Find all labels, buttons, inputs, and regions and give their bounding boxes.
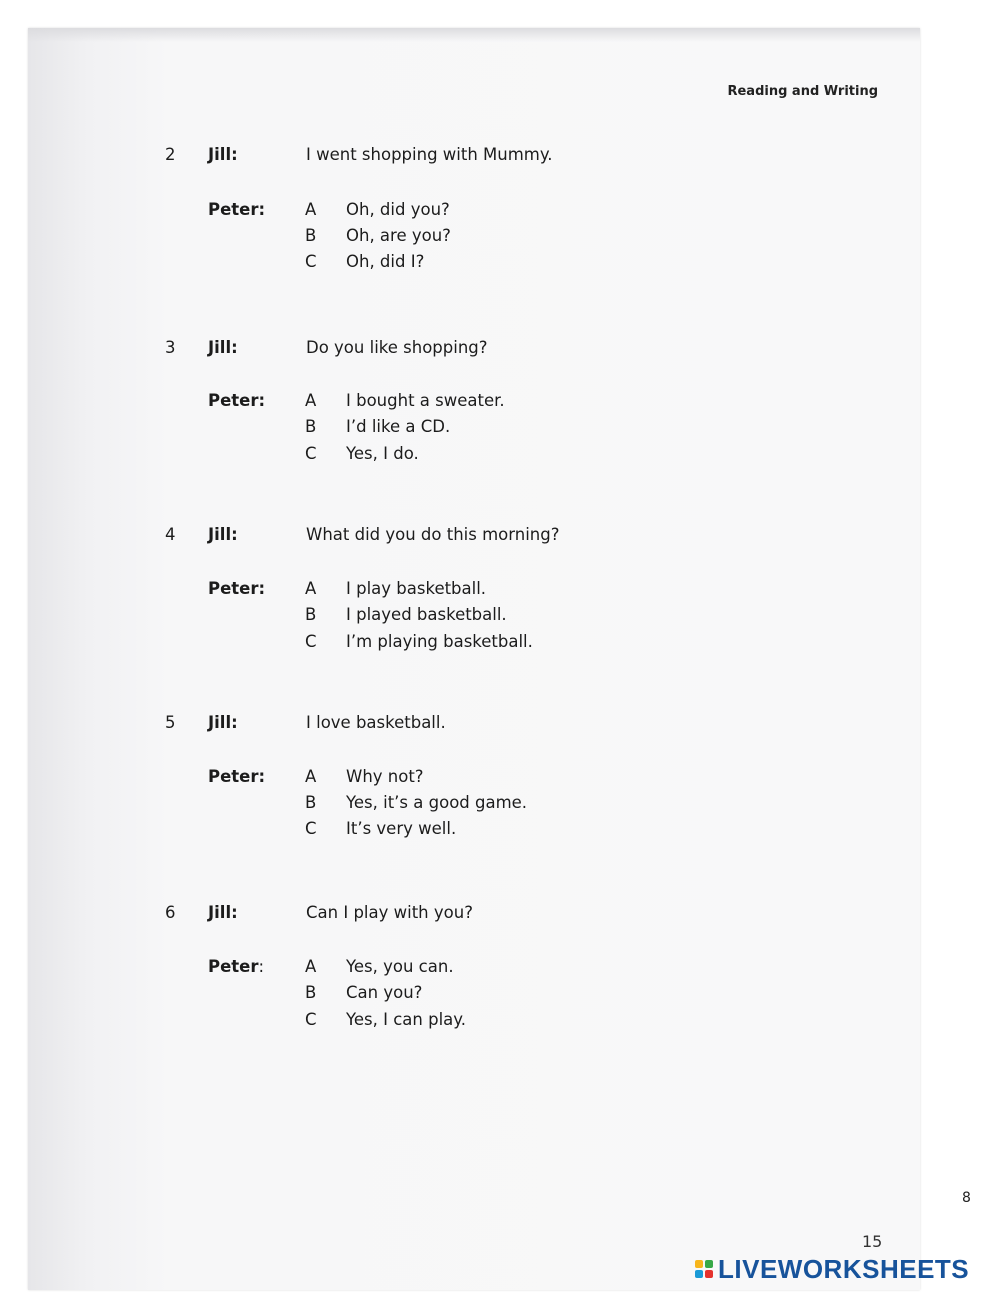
option-letter-c: C xyxy=(305,819,317,838)
option-letter-a: A xyxy=(305,200,317,219)
scan-shadow xyxy=(28,28,920,42)
answer-speaker: Peter: xyxy=(208,579,266,598)
prompt-speaker: Jill: xyxy=(208,145,238,164)
option-c[interactable]: I’m playing basketball. xyxy=(346,632,533,651)
option-b[interactable]: Oh, are you? xyxy=(346,226,451,245)
option-a[interactable]: I bought a sweater. xyxy=(346,391,505,410)
question-number: 2 xyxy=(165,145,176,164)
option-b[interactable]: Yes, it’s a good game. xyxy=(346,793,528,812)
brand-name: LIVEWORKSHEETS xyxy=(718,1253,970,1284)
prompt-text: Do you like shopping? xyxy=(306,338,488,357)
liveworksheets-brand[interactable] xyxy=(694,1254,969,1284)
question-number: 6 xyxy=(165,903,176,922)
option-a[interactable]: Yes, you can. xyxy=(346,957,454,976)
prompt-speaker: Jill: xyxy=(208,525,238,544)
prompt-speaker: Jill: xyxy=(208,903,238,922)
answer-speaker: Peter: xyxy=(208,200,266,219)
option-letter-b: B xyxy=(305,793,317,812)
option-letter-a: A xyxy=(305,957,317,976)
prompt-text: I love basketball. xyxy=(306,713,446,732)
option-letter-b: B xyxy=(305,605,317,624)
option-letter-a: A xyxy=(305,391,317,410)
prompt-text: What did you do this morning? xyxy=(306,525,560,544)
option-c[interactable]: It’s very well. xyxy=(346,819,457,838)
option-letter-b: B xyxy=(305,226,317,245)
option-letter-c: C xyxy=(305,1010,317,1029)
option-letter-c: C xyxy=(305,444,317,463)
option-letter-c: C xyxy=(305,252,317,271)
prompt-speaker: Jill: xyxy=(208,713,238,732)
worksheet-page xyxy=(28,28,920,1290)
question-number: 5 xyxy=(165,713,176,732)
question-number: 4 xyxy=(165,525,176,544)
option-c[interactable]: Yes, I can play. xyxy=(346,1010,466,1029)
prompt-speaker: Jill: xyxy=(208,338,238,357)
section-header: Reading and Writing xyxy=(727,84,878,99)
liveworksheets-logo-icon xyxy=(694,1259,714,1279)
option-c[interactable]: Yes, I do. xyxy=(346,444,419,463)
question-number: 3 xyxy=(165,338,176,357)
option-b[interactable]: I’d like a CD. xyxy=(346,417,451,436)
option-a[interactable]: I play basketball. xyxy=(346,579,487,598)
prompt-text: Can I play with you? xyxy=(306,903,473,922)
page-number: 15 xyxy=(862,1232,883,1251)
option-a[interactable]: Why not? xyxy=(346,767,424,786)
option-letter-b: B xyxy=(305,417,317,436)
answer-speaker: Peter: xyxy=(208,957,265,976)
option-b[interactable]: I played basketball. xyxy=(346,605,507,624)
side-number: 8 xyxy=(962,1190,971,1206)
answer-speaker: Peter: xyxy=(208,391,266,410)
option-letter-a: A xyxy=(305,767,317,786)
answer-speaker: Peter: xyxy=(208,767,266,786)
option-b[interactable]: Can you? xyxy=(346,983,423,1002)
option-letter-a: A xyxy=(305,579,317,598)
prompt-text: I went shopping with Mummy. xyxy=(306,145,553,164)
option-a[interactable]: Oh, did you? xyxy=(346,200,450,219)
option-c[interactable]: Oh, did I? xyxy=(346,252,425,271)
option-letter-b: B xyxy=(305,983,317,1002)
option-letter-c: C xyxy=(305,632,317,651)
